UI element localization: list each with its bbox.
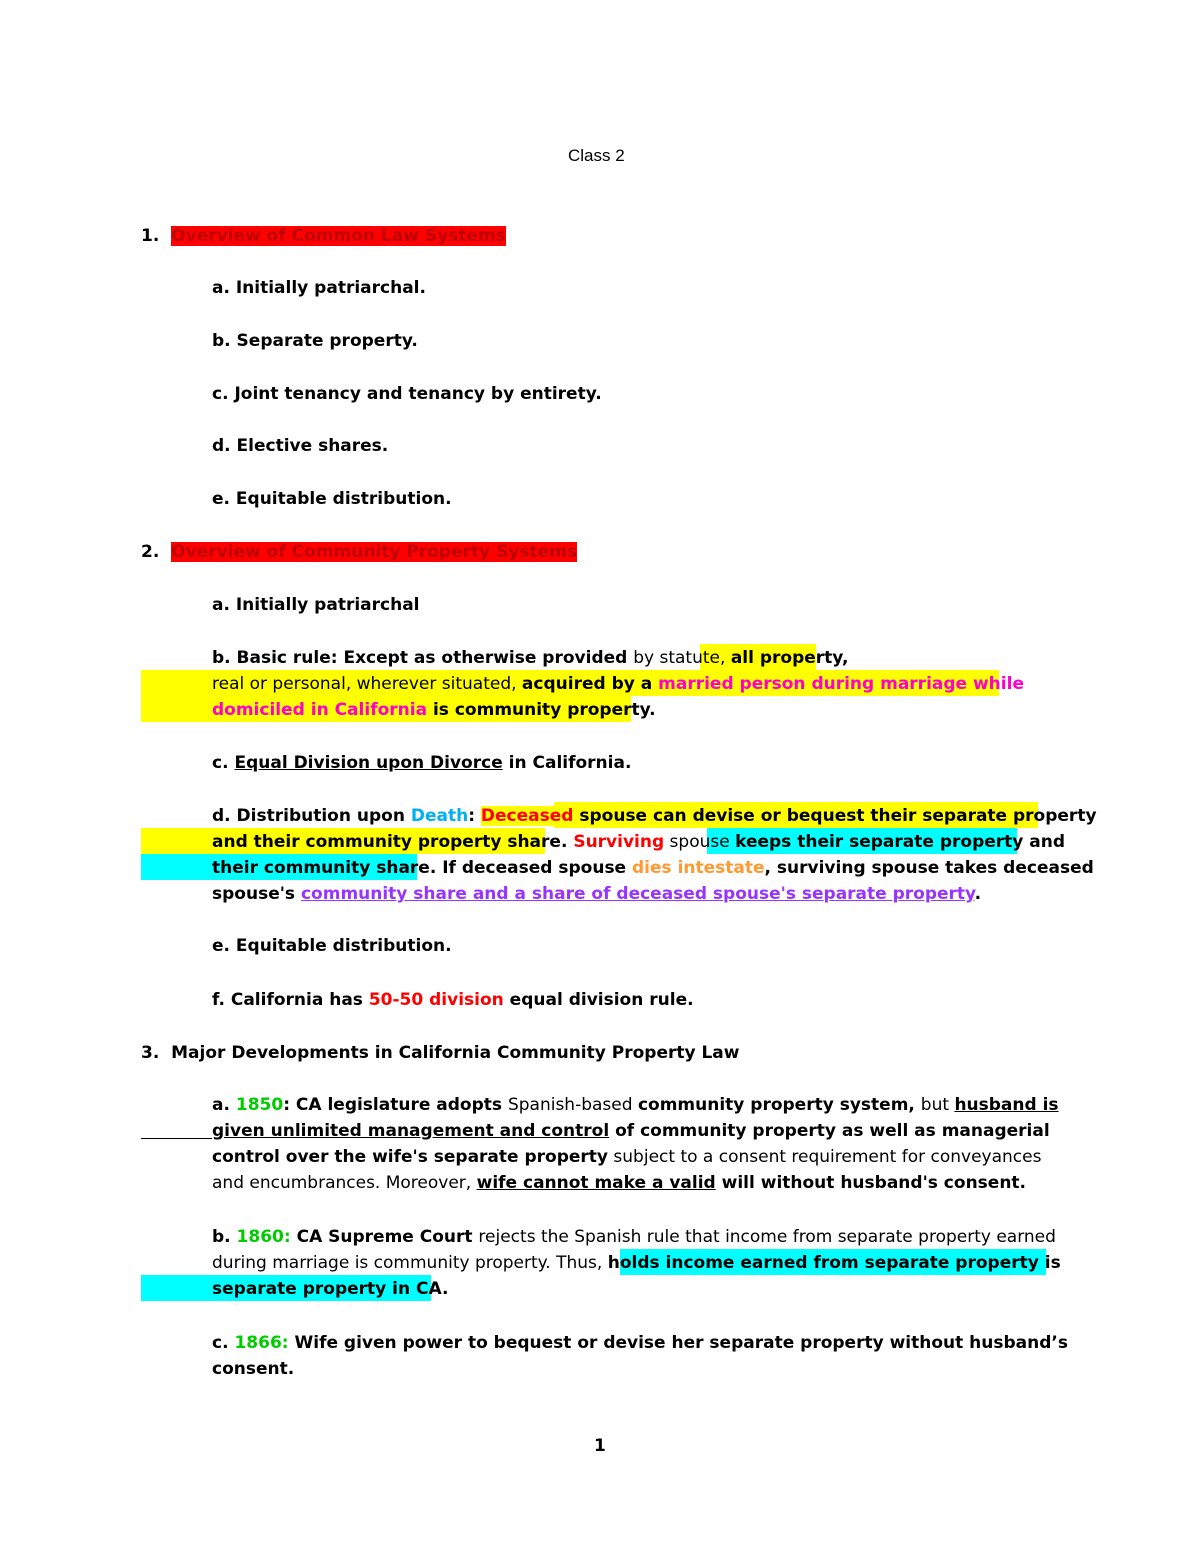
section-3-item-a-line-2: given unlimited management and control of community property as well as managerial: [212, 1121, 1050, 1141]
section-2-item-d-line-3: their community share. If deceased spouse dies intestate, surviving spouse takes deceased: [212, 858, 1094, 878]
underline-rule: [141, 1138, 212, 1139]
section-2-item-b-line-1: b. Basic rule: Except as otherwise provided by statute, all property,: [212, 648, 849, 668]
page-number: 1: [594, 1436, 606, 1456]
section-3-item-a-line-1: a. 1850: CA legislature adopts Spanish-based community property system, but husband is: [212, 1095, 1059, 1115]
section-2-item-d-line-2: and their community property share. Surviving spouse keeps their separate property and: [212, 832, 1066, 852]
section-2-item-c: c. Equal Division upon Divorce in California.: [212, 753, 632, 773]
section-3-item-b-line-3: separate property in CA.: [212, 1279, 449, 1299]
section-1-item-e: e. Equitable distribution.: [212, 489, 452, 509]
section-2-title: Overview of Community Property Systems: [171, 542, 578, 562]
section-2-heading: [141, 542, 577, 562]
section-1-item-b: b. Separate property.: [212, 331, 418, 351]
section-3-title: Major Developments in California Community Property Law: [171, 1043, 740, 1063]
section-2-item-a: a. Initially patriarchal: [212, 595, 420, 615]
section-2-item-b-line-2: real or personal, wherever situated, acquired by a married person during marriage while: [212, 674, 1024, 694]
section-2-item-f: f. California has 50-50 division equal division rule.: [212, 990, 694, 1010]
section-3-item-b-line-1: b. 1860: CA Supreme Court rejects the Spanish rule that income from separate property earned: [212, 1227, 1056, 1247]
section-3-item-a-line-4: and encumbrances. Moreover, wife cannot make a valid will without husband's consent.: [212, 1173, 1027, 1193]
document-title: Class 2: [568, 146, 625, 165]
section-2-number: 2.: [141, 542, 160, 562]
section-2-item-d-line-1: d. Distribution upon Death: Deceased spouse can devise or bequest their separate property: [212, 806, 1097, 826]
section-3-number: 3.: [141, 1043, 160, 1063]
section-1-item-a: a. Initially patriarchal.: [212, 278, 426, 298]
section-1-heading: [141, 226, 506, 246]
section-2-item-e: e. Equitable distribution.: [212, 936, 452, 956]
section-2-item-d-line-4: spouse's community share and a share of deceased spouse's separate property.: [212, 884, 982, 904]
section-3-item-b-line-2: during marriage is community property. Thus, holds income earned from separate property is: [212, 1253, 1061, 1273]
section-2-item-b-line-3: domiciled in California is community property.: [212, 700, 656, 720]
section-1-title: Overview of Common Law Systems: [171, 226, 506, 246]
section-1-item-c: c. Joint tenancy and tenancy by entirety.: [212, 384, 602, 404]
section-3-item-a-line-3: control over the wife's separate property subject to a consent requirement for conveyances: [212, 1147, 1042, 1167]
section-3-item-c-line-2: consent.: [212, 1359, 295, 1379]
section-1-item-d: d. Elective shares.: [212, 436, 389, 456]
section-1-number: 1.: [141, 226, 160, 246]
section-3-item-c-line-1: c. 1866: Wife given power to bequest or devise her separate property without husband’s: [212, 1333, 1068, 1353]
section-3-heading: [141, 1043, 740, 1063]
